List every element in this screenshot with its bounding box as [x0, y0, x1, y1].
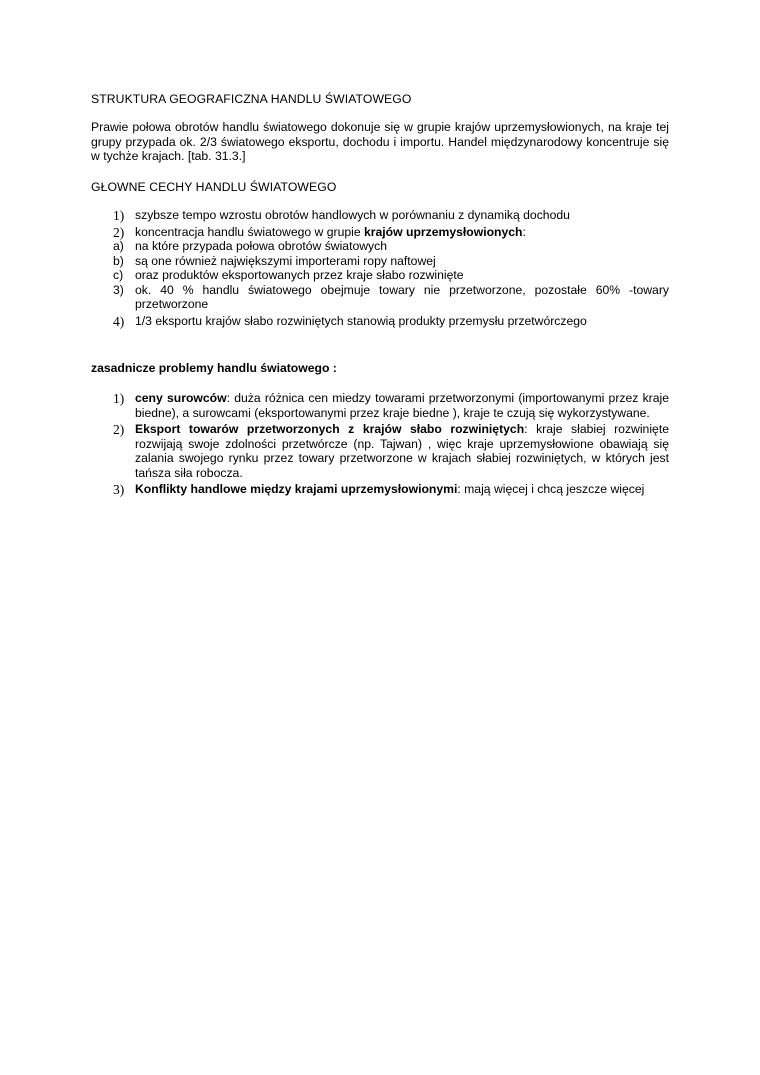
- list-item-bold: Eksport towarów przetworzonych z krajów słabo rozwiniętych: [135, 422, 525, 436]
- list-item-text: : kraje słabiej rozwinięte rozwijają swoje zdolności przetwórcze (np. Tajwan) , więc kraje uprzemysłowione obawiają się zalania swojego rynku przez towary przetworzone w krajach słabiej rozwiniętych, w których jest tańsza siła robocza.: [135, 422, 669, 480]
- list-marker: 4): [113, 313, 125, 329]
- list-marker: 3): [113, 282, 124, 297]
- list-item: [91, 283, 669, 312]
- features-list: [91, 208, 669, 328]
- list-item-text: 1/3 eksportu krajów słabo rozwiniętych stanowią produkty przemysłu przetwórczego: [135, 313, 587, 328]
- list-marker: 2): [113, 224, 125, 240]
- list-marker: 1): [113, 391, 125, 406]
- list-item-text: koncentracja handlu światowego w grupie: [135, 224, 364, 239]
- list-item: [91, 268, 669, 283]
- section-heading-features: GŁOWNE CECHY HANDLU ŚWIATOWEGO: [91, 180, 337, 194]
- section-heading-problems: zasadnicze problemy handlu światowego :: [91, 361, 337, 375]
- list-marker: c): [113, 268, 124, 282]
- intro-paragraph: Prawie połowa obrotów handlu światowego dokonuje się w grupie krajów uprzemysłowionych, na kraje tej grupy przypada ok. 2/3 światowego eksportu, dochodu i importu. Handel międzynarodowy koncentruje się w tychże krajach. [tab. 31.3.]: [91, 120, 669, 163]
- list-marker: a): [113, 239, 124, 253]
- list-item: [91, 254, 669, 269]
- list-marker: 1): [113, 208, 125, 223]
- list-item: [91, 225, 669, 240]
- problems-list: [91, 391, 669, 497]
- list-item: [91, 422, 669, 480]
- list-item-text: ok. 40 % handlu światowego obejmuje towary nie przetworzone, pozostałe 60% -towary przetworzone: [135, 282, 669, 311]
- list-item-text: na które przypada połowa obrotów światowych: [135, 239, 388, 253]
- list-item-text: są one również największymi importerami ropy naftowej: [135, 253, 436, 268]
- list-item-text: :: [522, 224, 526, 239]
- list-item-text: szybsze tempo wzrostu obrotów handlowych w porównaniu z dynamiką dochodu: [135, 208, 570, 222]
- list-item-text: : duża różnica cen miedzy towarami przetworzonymi (importowanymi przez kraje biedne), a surowcami (eksportowanymi przez kraje biedne ), kraje te czują się wykorzystywane.: [135, 391, 669, 420]
- list-marker: 3): [113, 482, 125, 497]
- list-item: [91, 208, 669, 223]
- list-marker: b): [113, 253, 124, 268]
- list-item-text: : mają więcej i chcą jeszcze więcej: [457, 482, 645, 496]
- list-item-bold: krajów uprzemysłowionych: [364, 224, 523, 239]
- document-title: STRUKTURA GEOGRAFICZNA HANDLU ŚWIATOWEGO: [91, 92, 412, 106]
- list-item-bold: Konflikty handlowe między krajami uprzemysłowionymi: [135, 482, 458, 496]
- list-item: [91, 239, 669, 254]
- list-item-text: oraz produktów eksportowanych przez kraje słabo rozwinięte: [135, 268, 464, 282]
- list-item-bold: ceny surowców: [135, 391, 227, 405]
- list-item: [91, 391, 669, 420]
- list-marker: 2): [113, 422, 125, 437]
- list-item: [91, 482, 669, 497]
- list-item: [91, 314, 669, 329]
